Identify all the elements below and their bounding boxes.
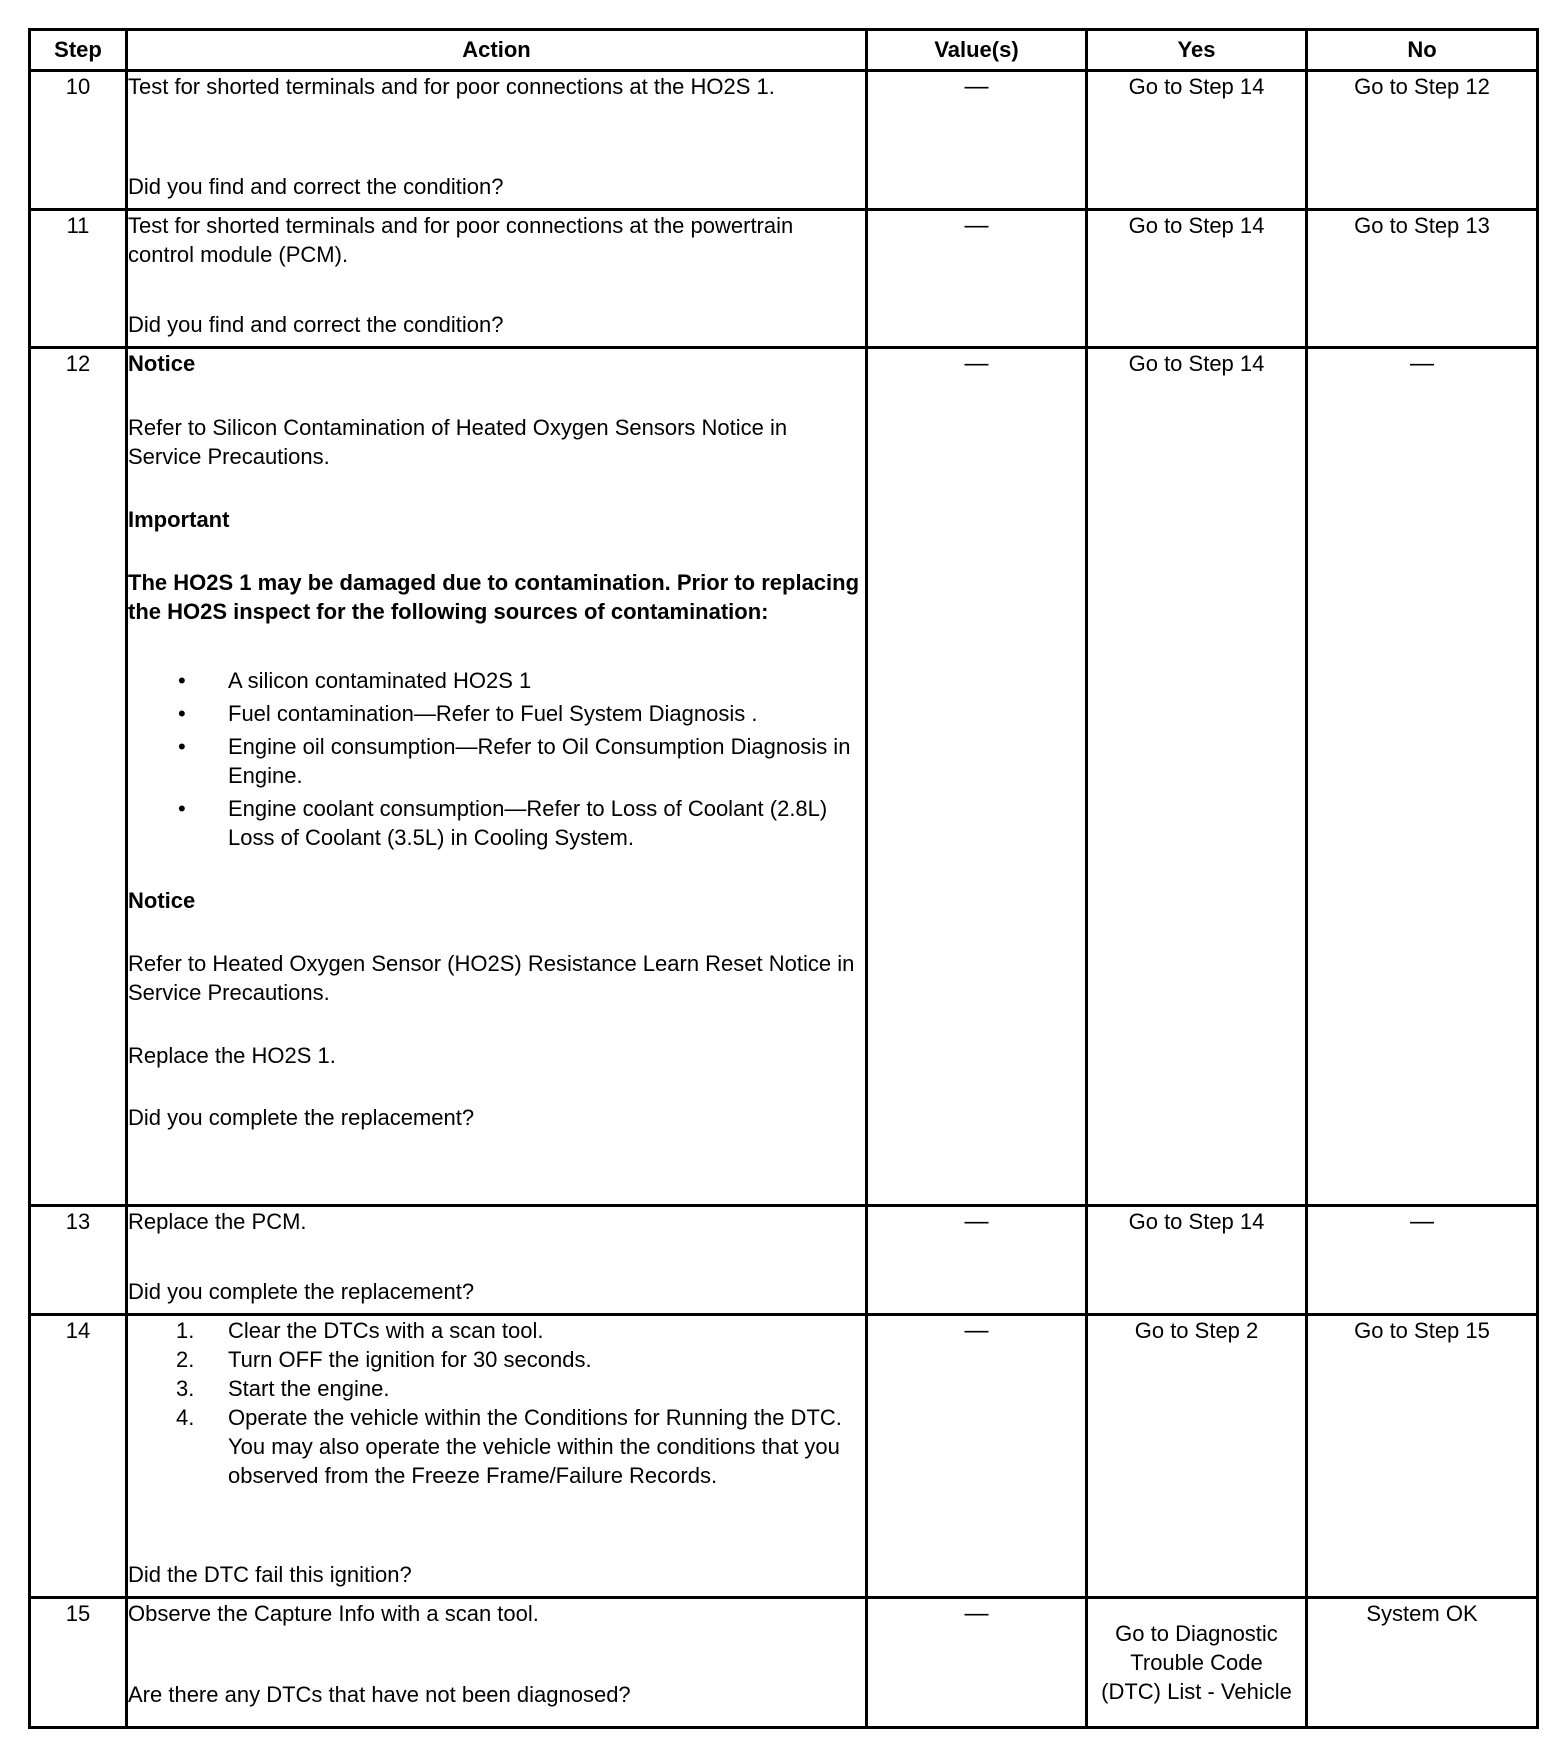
action-text: Replace the PCM.: [128, 1209, 307, 1234]
action-question: Did the DTC fail this ignition?: [128, 1562, 412, 1587]
value-cell: —: [867, 1315, 1087, 1598]
action-question: Did you find and correct the condition?: [128, 174, 504, 199]
list-item: • Engine coolant consumption—Refer to Loss of Coolant (2.8L) Loss of Coolant (3.5L) in Cooling System.: [228, 794, 865, 852]
step-number: 12: [30, 348, 127, 1206]
action-text: Test for shorted terminals and for poor connections at the powertrain control module (PCM).: [128, 213, 794, 267]
no-result: —: [1410, 1208, 1434, 1235]
notice-title: Notice: [128, 351, 196, 376]
action-question: Did you find and correct the condition?: [128, 312, 504, 337]
action-cell: [127, 348, 867, 1206]
yes-result: Go to Step 2: [1134, 1318, 1259, 1343]
yes-cell: [1087, 1598, 1307, 1728]
yes-cell: [1087, 1206, 1307, 1315]
no-result: Go to Step 13: [1354, 213, 1490, 238]
list-item: • Fuel contamination—Refer to Fuel System Diagnosis .: [228, 699, 865, 728]
header-values: Value(s): [867, 30, 1087, 71]
action-question: Are there any DTCs that have not been diagnosed?: [128, 1682, 631, 1707]
value-cell: —: [867, 348, 1087, 1206]
action-text: Observe the Capture Info with a scan tool.: [128, 1601, 539, 1626]
header-no: No: [1307, 30, 1538, 71]
table-row: [30, 1598, 1538, 1728]
no-cell: [1307, 348, 1538, 1206]
header-step: Step: [30, 30, 127, 71]
no-result: Go to Step 12: [1354, 74, 1490, 99]
no-result: Go to Step 15: [1354, 1318, 1490, 1343]
header-action: Action: [127, 30, 867, 71]
value-cell: —: [867, 71, 1087, 210]
yes-result: Go to Step 14: [1128, 213, 1265, 238]
step-number: 13: [30, 1206, 127, 1315]
table-row: [30, 71, 1538, 210]
yes-result: Go to Diagnostic Trouble Code (DTC) List - Vehicle: [1101, 1621, 1292, 1704]
no-cell: [1307, 1598, 1538, 1728]
step-number: 15: [30, 1598, 127, 1728]
step-number: 11: [30, 210, 127, 348]
action-cell: [127, 71, 867, 210]
yes-cell: [1087, 1315, 1307, 1598]
procedure-list: [128, 1316, 865, 1490]
table-row: [30, 348, 1538, 1206]
table-row: [30, 1315, 1538, 1598]
contamination-list: [128, 666, 865, 852]
notice-title: Notice: [128, 888, 196, 913]
yes-result: Go to Step 14: [1128, 1209, 1265, 1234]
yes-result: Go to Step 14: [1128, 74, 1265, 99]
no-cell: [1307, 210, 1538, 348]
table-header-row: [30, 30, 1538, 71]
action-cell: [127, 1315, 867, 1598]
list-item: 4. Operate the vehicle within the Conditions for Running the DTC. You may also operate the vehicle within the conditions that you observed from the Freeze Frame/Failure Records.: [176, 1405, 842, 1488]
no-cell: [1307, 1206, 1538, 1315]
yes-cell: [1087, 348, 1307, 1206]
no-cell: [1307, 1315, 1538, 1598]
important-text: The HO2S 1 may be damaged due to contamination. Prior to replacing the HO2S inspect for the following sources of contamination:: [128, 570, 860, 624]
list-item: 2. Turn OFF the ignition for 30 seconds.: [176, 1347, 592, 1372]
yes-cell: [1087, 71, 1307, 210]
list-item: 1. Clear the DTCs with a scan tool.: [176, 1318, 544, 1343]
no-cell: [1307, 71, 1538, 210]
action-cell: [127, 1206, 867, 1315]
list-item: • A silicon contaminated HO2S 1: [228, 666, 865, 695]
list-item: 3. Start the engine.: [176, 1376, 390, 1401]
value-cell: —: [867, 1206, 1087, 1315]
table-row: [30, 1206, 1538, 1315]
yes-cell: [1087, 210, 1307, 348]
action-text: Test for shorted terminals and for poor connections at the HO2S 1.: [128, 74, 775, 99]
value-cell: —: [867, 1598, 1087, 1728]
notice-text: Refer to Silicon Contamination of Heated Oxygen Sensors Notice in Service Precautions.: [128, 415, 788, 469]
yes-result: Go to Step 14: [1128, 351, 1265, 376]
table-row: [30, 210, 1538, 348]
step-number: 14: [30, 1315, 127, 1598]
important-title: Important: [128, 507, 230, 532]
action-instruction: Replace the HO2S 1.: [128, 1043, 336, 1068]
step-number: 10: [30, 71, 127, 210]
no-result: System OK: [1366, 1601, 1478, 1626]
action-cell: [127, 210, 867, 348]
notice-text: Refer to Heated Oxygen Sensor (HO2S) Resistance Learn Reset Notice in Service Precautions.: [128, 951, 855, 1005]
diagnostic-table: [28, 28, 1539, 1729]
header-yes: Yes: [1087, 30, 1307, 71]
no-result: —: [1410, 350, 1434, 377]
action-question: Did you complete the replacement?: [128, 1105, 475, 1130]
value-cell: —: [867, 210, 1087, 348]
action-cell: [127, 1598, 867, 1728]
action-question: Did you complete the replacement?: [128, 1279, 475, 1304]
list-item: • Engine oil consumption—Refer to Oil Consumption Diagnosis in Engine.: [228, 732, 865, 790]
diagnostic-table-page: [28, 28, 1536, 1729]
